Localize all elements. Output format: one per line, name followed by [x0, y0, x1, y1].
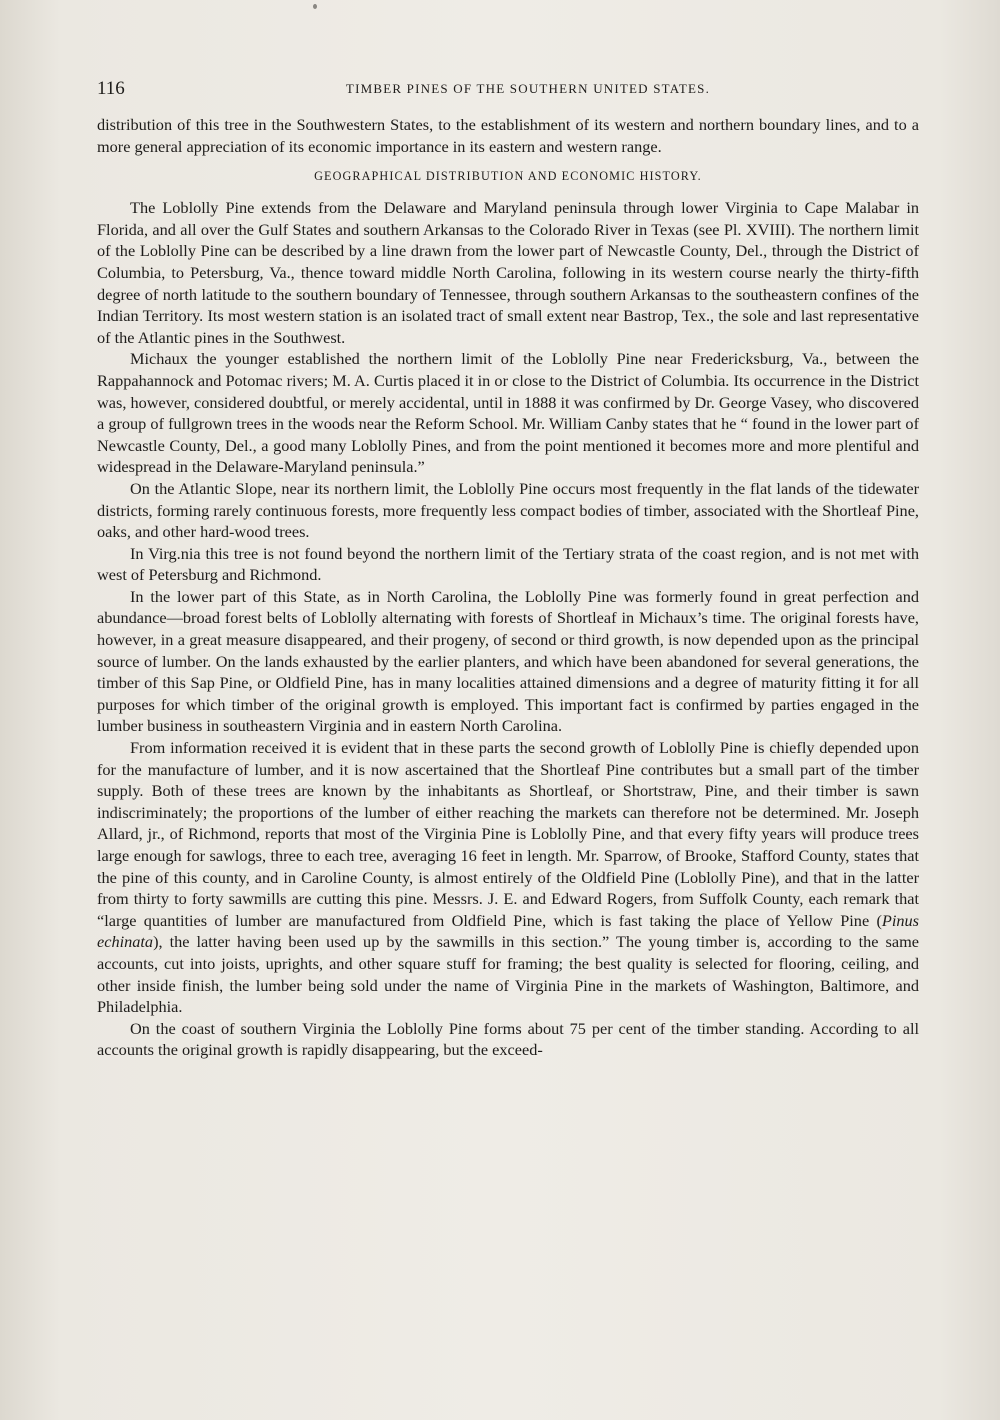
page-number: 116 — [97, 78, 125, 99]
species-name-italic: Pinus echinata — [97, 910, 919, 952]
paragraph-information-part-1: From information received it is evident that in these parts the second growth of Loblolly Pine is chiefly depended upon for the manufacture of lumber, and it is now ascertained that the Shortleaf Pine contributes but a small part of the timber supply. Both of these trees are known by the inhabitants as Shortleaf, or Shortstraw, Pine, and their timber is sawn indiscriminately; the proportions of the lumber of either reaching the markets can therefore not be determined. Mr. Joseph Allard, jr., of Richmond, reports that most of the Virginia Pine is Loblolly Pine, and that every fifty years will produce trees large enough for sawlogs, three to each tree, averaging 16 feet in length. Mr. Sparrow, of Brooke, Stafford County, states that the pine of this county, and in Caroline County, is almost entirely of the Oldfield Pine (Loblolly Pine), and that in the latter from thirty to forty sawmills are cutting this pine. Messrs. J. E. and Edward Rogers, from Suffolk County, each remark that “large quantities of lumber are manufactured from Oldfield Pine, which is fast taking the place of Yellow Pine ( — [97, 738, 919, 930]
paragraph-information — [97, 737, 919, 1018]
body-text — [97, 114, 919, 1061]
paragraph-virginia: In Virg.nia this tree is not found beyond the northern limit of the Tertiary strata of the coast region, and is not met with west of Petersburg and Richmond. — [97, 543, 919, 585]
paragraph-range: The Loblolly Pine extends from the Delaware and Maryland peninsula through lower Virginia to Cape Malabar in Florida, and all over the Gulf States and southern Arkansas to the Colorado River in Texas (see Pl. XVIII). The northern limit of the Loblolly Pine can be described by a line drawn from the lower part of Newcastle County, Del., through the District of Columbia, to Petersburg, Va., thence toward middle North Carolina, following in its western course nearly the thirty-fifth degree of north latitude to the southern boundary of Tennessee, through southern Arkansas to the southeastern confines of the Indian Territory. Its most western station is an isolated tract of small extent near Bastrop, Tex., the sole and last representative of the Atlantic pines in the Southwest. — [97, 198, 919, 347]
paragraph-michaux: Michaux the younger established the northern limit of the Loblolly Pine near Fredericksburg, Va., between the Rappahannock and Potomac rivers; M. A. Curtis placed it in or close to the District of Columbia. Its occurrence in the District was, however, considered doubtful, or merely accidental, until in 1888 it was confirmed by Dr. George Vasey, who discovered a group of fullgrown trees in the woods near the Reform School. Mr. William Canby states that he “ found in the lower part of Newcastle County, Del., a good many Loblolly Pines, and from the point mentioned it becomes more and more plentiful and widespread in the Delaware-Maryland peninsula.” — [97, 349, 919, 477]
paragraph-atlantic-slope: On the Atlantic Slope, near its northern limit, the Loblolly Pine occurs most frequently in the flat lands of the tidewater districts, forming rarely continuous forests, more frequently less compact bodies of timber, associated with the Shortleaf Pine, oaks, and other hard-wood trees. — [97, 478, 919, 542]
print-speck — [313, 4, 317, 9]
page-header — [97, 78, 919, 102]
running-title: TIMBER PINES OF THE SOUTHERN UNITED STATES. — [345, 81, 711, 96]
paragraph-information-part-2: ), the latter having been used up by the sawmills in this section.” The young timber is, according to the same accounts, cut into joists, uprights, and other square stuff for framing; the best quality is selected for flooring, ceiling, and other inside finish, the lumber being sold under the name of Virginia Pine in the markets of Washington, Baltimore, and Philadelphia. — [97, 932, 919, 1017]
paragraph-lower-state: In the lower part of this State, as in North Carolina, the Loblolly Pine was formerly found in great perfection and abundance—broad forest belts of Loblolly alternating with forests of Shortleaf in Michaux’s time. The original forests have, however, in a great measure disappeared, and their progeny, of second or third growth, is now depended upon as the principal source of lumber. On the lands exhausted by the earlier planters, and which have been abandoned for several generations, the timber of this Sap Pine, or Oldfield Pine, has in many localities attained dimensions and a degree of maturity fitting it for all purposes for which timber of the original growth is employed. This important fact is confirmed by parties engaged in the lumber business in southeastern Virginia and in eastern North Carolina. — [97, 586, 919, 736]
section-heading: GEOGRAPHICAL DISTRIBUTION AND ECONOMIC HISTORY. — [314, 169, 702, 184]
paragraph-continued: distribution of this tree in the Southwestern States, to the establishment of its western and northern boundary lines, and to a more general appreciation of its economic importance in its eastern and western range. — [97, 115, 919, 156]
paragraph-coast: On the coast of southern Virginia the Loblolly Pine forms about 75 per cent of the timber standing. According to all accounts the original growth is rapidly disappearing, but the exceed- — [97, 1018, 919, 1060]
